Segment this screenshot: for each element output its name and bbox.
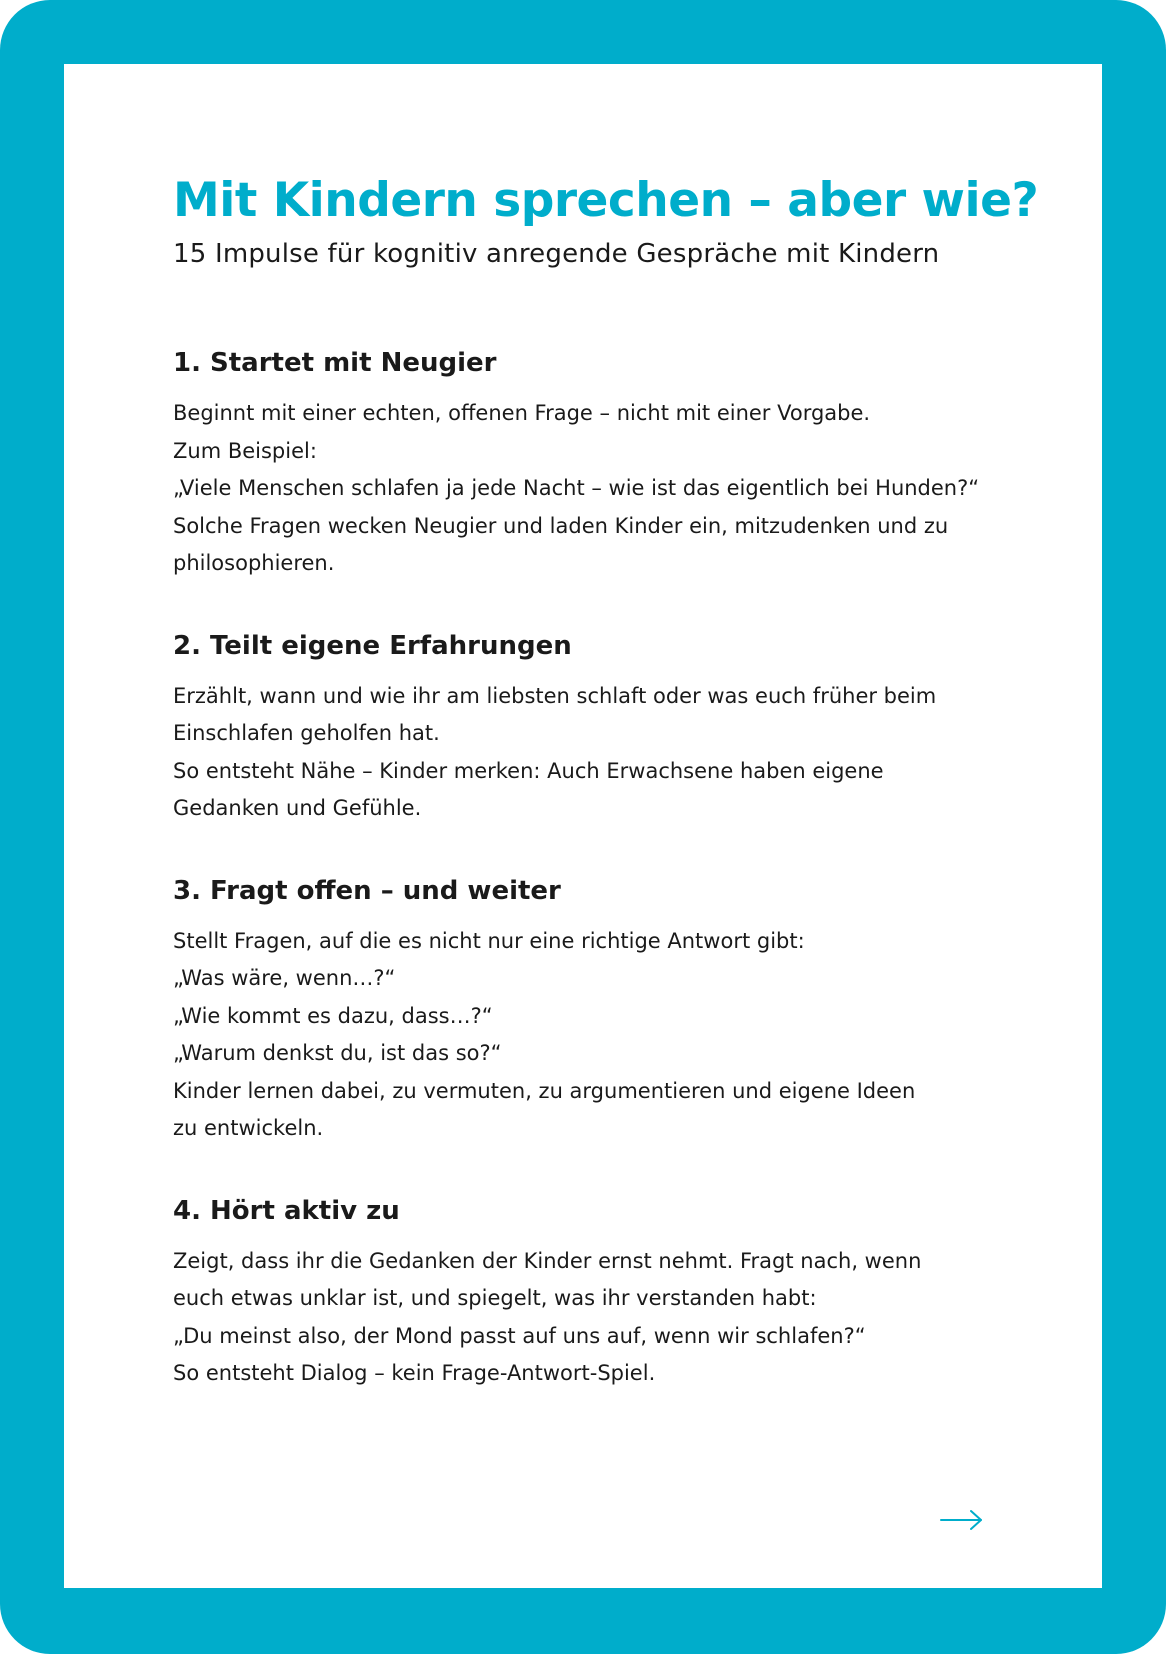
section-heading: 2. Teilt eigene Erfahrungen xyxy=(173,630,572,661)
paragraph-line: Gedanken und Gefühle. xyxy=(173,796,422,820)
paragraph-line: „Was wäre, wenn…?“ xyxy=(173,966,396,990)
paragraph-line: Erzählt, wann und wie ihr am liebsten schlaft oder was euch früher beim xyxy=(173,683,937,708)
section-2 xyxy=(173,628,1023,828)
section-body xyxy=(173,678,1023,828)
paragraph-line: „Viele Menschen schlafen ja jede Nacht – wie ist das eigentlich bei Hunden?“ xyxy=(173,476,980,500)
section-body xyxy=(173,395,1023,583)
paragraph-line: euch etwas unklar ist, und spiegelt, was ihr verstanden habt: xyxy=(173,1286,817,1310)
document-content xyxy=(173,172,1039,1393)
paragraph-line: Zeigt, dass ihr die Gedanken der Kinder ernst nehmt. Fragt nach, wenn xyxy=(173,1248,922,1273)
section-body xyxy=(173,923,1023,1148)
paragraph-line: Kinder lernen dabei, zu vermuten, zu argumentieren und eigene Ideen xyxy=(173,1078,916,1103)
paragraph-line: „Du meinst also, der Mond passt auf uns auf, wenn wir schlafen?“ xyxy=(173,1323,866,1348)
paragraph-line: So entsteht Dialog – kein Frage-Antwort-Spiel. xyxy=(173,1361,656,1385)
section-body xyxy=(173,1243,1023,1393)
section-heading: 3. Fragt offen – und weiter xyxy=(173,875,561,906)
paragraph-line: Solche Fragen wecken Neugier und laden Kinder ein, mitzudenken und zu xyxy=(173,513,949,538)
section-heading: 4. Hört aktiv zu xyxy=(173,1195,400,1226)
section-4 xyxy=(173,1193,1023,1393)
paragraph-line: zu entwickeln. xyxy=(173,1116,324,1140)
paragraph-line: „Wie kommt es dazu, dass…?“ xyxy=(173,1003,493,1028)
section-3 xyxy=(173,873,1023,1148)
paragraph-line: Stellt Fragen, auf die es nicht nur eine richtige Antwort gibt: xyxy=(173,928,805,953)
paragraph-line: Beginnt mit einer echten, offenen Frage – nicht mit einer Vorgabe. xyxy=(173,401,871,425)
paragraph-line: philosophieren. xyxy=(173,551,335,575)
page-title: Mit Kindern sprechen – aber wie? xyxy=(173,173,1039,228)
section-1 xyxy=(173,345,1023,583)
page-subtitle: 15 Impulse für kognitiv anregende Gespräche mit Kindern xyxy=(173,239,940,269)
section-heading: 1. Startet mit Neugier xyxy=(173,348,497,378)
arrow-right-icon[interactable] xyxy=(940,1508,984,1532)
paragraph-line: Zum Beispiel: xyxy=(173,438,317,463)
paragraph-line: So entsteht Nähe – Kinder merken: Auch Erwachsene haben eigene xyxy=(173,758,884,783)
paragraph-line: Einschlafen geholfen hat. xyxy=(173,721,440,745)
paragraph-line: „Warum denkst du, ist das so?“ xyxy=(173,1041,502,1065)
